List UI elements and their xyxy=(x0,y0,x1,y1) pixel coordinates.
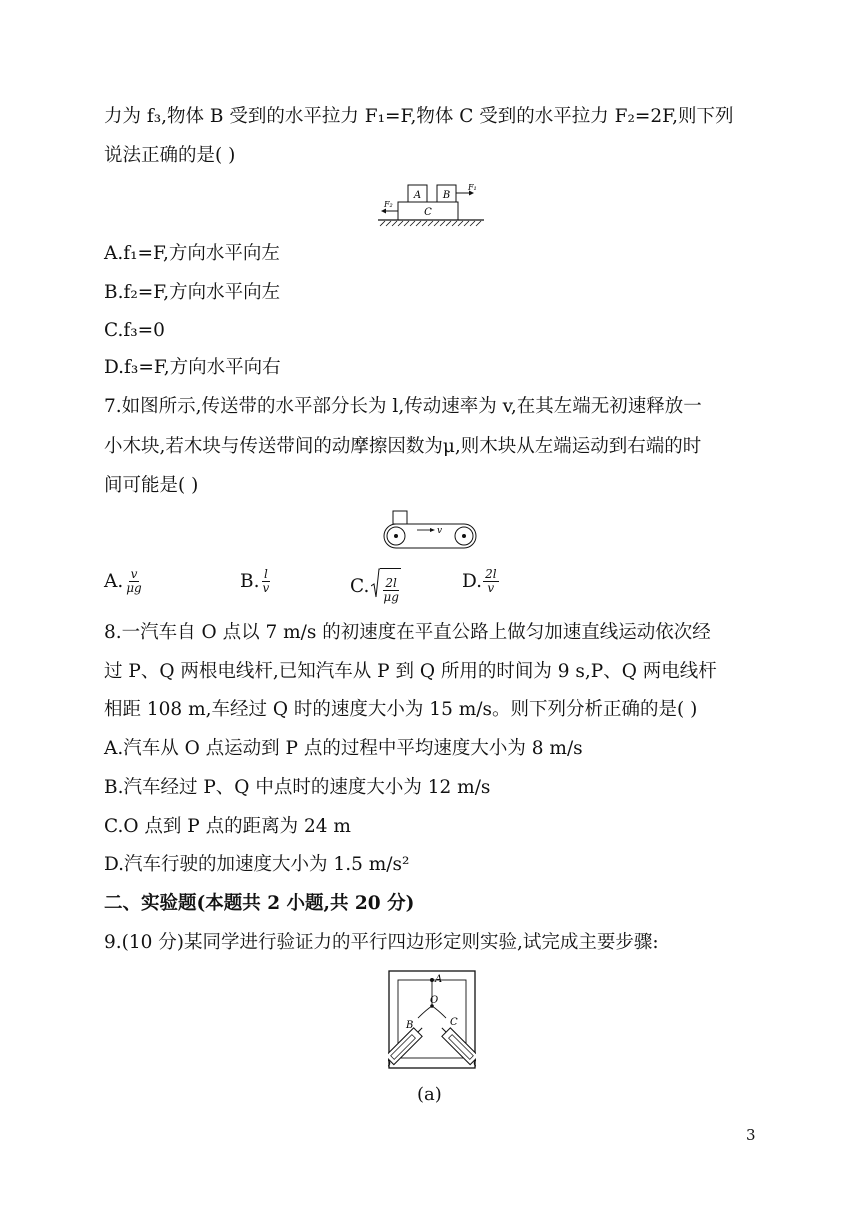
scale-c-label: C xyxy=(450,1017,458,1028)
block-b-label: B xyxy=(442,190,451,201)
numerator: l xyxy=(263,567,268,581)
square-root xyxy=(371,568,400,604)
option-b-label: B. xyxy=(240,571,260,592)
blocks-figure xyxy=(378,180,488,228)
text-line: 间可能是( ) xyxy=(104,475,199,496)
page-number: 3 xyxy=(746,1126,756,1144)
text-line: 说法正确的是( ) xyxy=(104,145,236,166)
fraction xyxy=(381,577,400,604)
option-a-label: A. xyxy=(104,571,124,592)
text-line: C.O 点到 P 点的距离为 24 m xyxy=(104,816,351,837)
text-line: A.f₁=F,方向水平向左 xyxy=(104,243,280,264)
numerator: v xyxy=(130,567,138,581)
text-line: 相距 108 m,车经过 Q 时的速度大小为 15 m/s。则下列分析正确的是( ) xyxy=(104,699,698,720)
text-line: C.f₃=0 xyxy=(104,320,165,341)
scale-b-label: B xyxy=(406,1020,414,1031)
fraction xyxy=(260,568,271,595)
velocity-label: v xyxy=(437,526,443,536)
block-a-label: A xyxy=(413,190,422,201)
option-b xyxy=(240,568,271,595)
numerator: 2l xyxy=(485,567,497,581)
option-d xyxy=(462,568,499,595)
fraction xyxy=(124,568,143,595)
option-a xyxy=(104,568,144,595)
denominator: v xyxy=(262,581,270,595)
spring-scale-figure xyxy=(388,970,476,1070)
point-a-label: A xyxy=(435,974,443,985)
text-line: B.汽车经过 P、Q 中点时的速度大小为 12 m/s xyxy=(104,777,491,798)
text-line: B.f₂=F,方向水平向左 xyxy=(104,282,281,303)
force-f1-label: F₁ xyxy=(468,183,477,192)
text-line: 8.一汽车自 O 点以 7 m/s 的初速度在平直公路上做匀加速直线运动依次经 xyxy=(104,622,711,643)
conveyor-belt-figure xyxy=(380,508,480,552)
text-line: D.f₃=F,方向水平向右 xyxy=(104,357,281,378)
block-c-label: C xyxy=(424,207,432,218)
text-line: D.汽车行驶的加速度大小为 1.5 m/s² xyxy=(104,854,410,875)
section-heading: 二、实验题(本题共 2 小题,共 20 分) xyxy=(104,893,415,914)
text-line: 9.(10 分)某同学进行验证力的平行四边形定则实验,试完成主要步骤: xyxy=(104,932,659,953)
denominator: μg xyxy=(383,590,399,604)
text-line: 小木块,若木块与传送带间的动摩擦因数为μ,则木块从左端运动到右端的时 xyxy=(104,436,702,457)
force-f2-label: F₂ xyxy=(384,200,393,209)
option-c xyxy=(350,568,401,604)
numerator: 2l xyxy=(385,576,397,590)
text-line: 过 P、Q 两根电线杆,已知汽车从 P 到 Q 所用的时间为 9 s,P、Q 两电线杆 xyxy=(104,661,717,682)
text-line: A.汽车从 O 点运动到 P 点的过程中平均速度大小为 8 m/s xyxy=(104,738,583,759)
figure-caption: (a) xyxy=(417,1084,442,1105)
option-d-label: D. xyxy=(462,571,483,592)
point-o-label: O xyxy=(430,995,439,1006)
denominator: μg xyxy=(126,581,142,595)
denominator: v xyxy=(487,581,495,595)
fraction xyxy=(483,568,498,595)
option-c-label: C. xyxy=(350,575,370,597)
text-line: 7.如图所示,传送带的水平部分长为 l,传动速率为 v,在其左端无初速释放一 xyxy=(104,396,702,417)
text-line: 力为 f₃,物体 B 受到的水平拉力 F₁=F,物体 C 受到的水平拉力 F₂=2F,则下列 xyxy=(104,106,734,127)
